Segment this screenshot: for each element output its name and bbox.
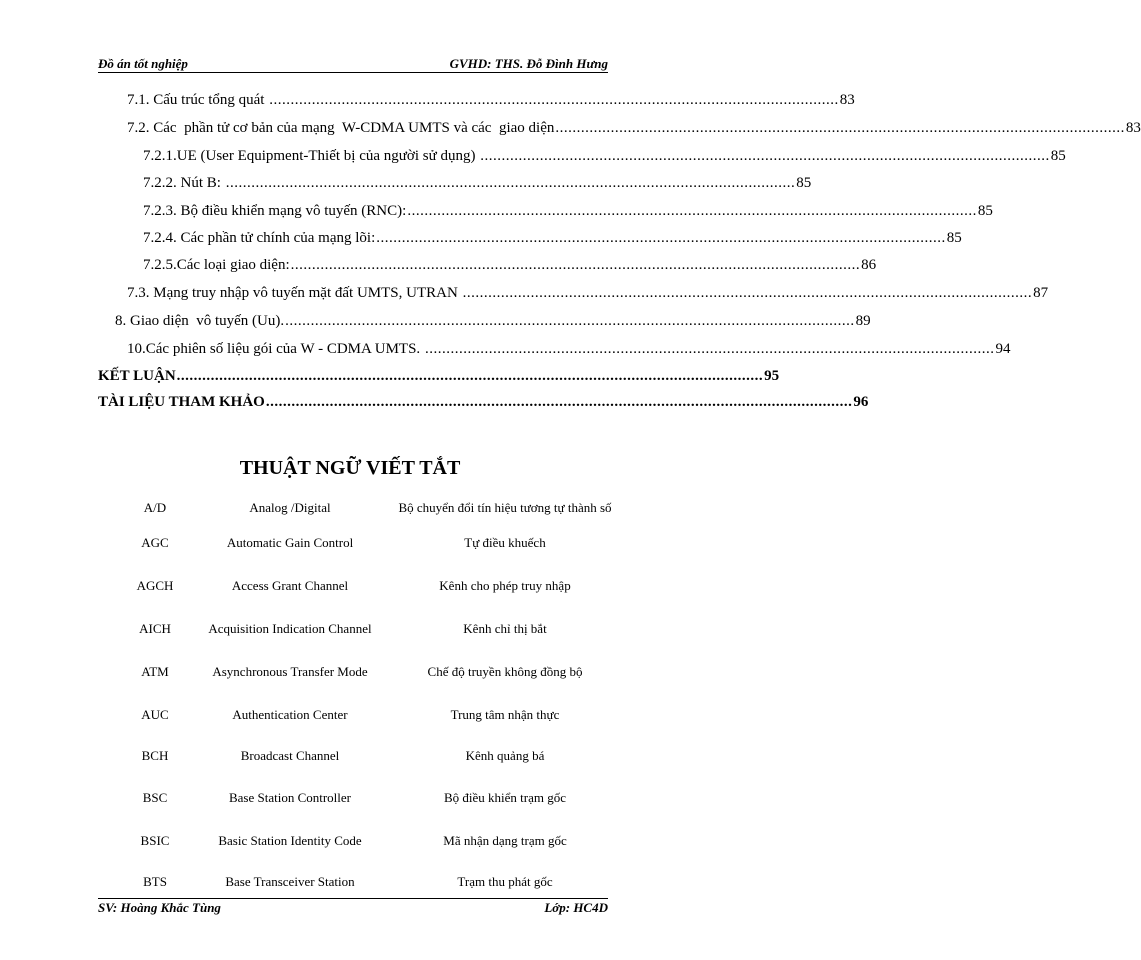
abbreviation-vietnamese: Bộ chuyển đổi tín hiệu tương tự thành số [398,500,612,515]
toc-entry[interactable] [127,120,1141,140]
abbreviation-english: Access Grant Channel [231,578,349,593]
toc-entry-label: 10.Các phiên số liệu gói của W - CDMA UMTS. [127,341,424,357]
abbreviation-row [0,707,700,727]
toc-entry[interactable] [143,203,993,223]
abbreviation-row [0,833,700,853]
abbreviation-vietnamese: Chế độ truyền không đồng bộ [427,664,583,679]
abbreviation-english: Asynchronous Transfer Mode [212,664,368,679]
toc-entry[interactable] [143,257,877,277]
abbreviation-row [0,664,700,684]
footer-divider [98,898,608,899]
abbreviation-vietnamese: Bộ điều khiển trạm gốc [443,790,567,805]
toc-leader: ...................................................................................................................................... [480,148,1050,164]
abbreviation-row [0,874,700,894]
page-footer [98,900,608,916]
toc-entry-label: 7.3. Mạng truy nhập vô tuyến mặt đất UMTS, UTRAN [127,285,462,301]
abbreviation-code: AUC [141,707,169,722]
toc-leader: ...................................................................................................................................... [285,313,855,329]
abbreviation-code: AGCH [136,578,174,593]
toc-leader: ...................................................................................................................................... [269,92,839,108]
toc-entry-label: 7.2.2. Nút B: [143,175,225,191]
toc-leader: ...................................................................................................................................... [225,175,796,191]
toc-leader: ...................................................................................................................................... [407,203,977,219]
abbreviation-row [0,748,700,768]
toc-entry-label: KẾT LUẬN [98,368,176,384]
toc-leader: ...................................................................................................................................... [462,285,1033,301]
toc-entry-label: 7.2.3. Bộ điều khiển mạng vô tuyến (RNC): [143,203,407,219]
abbreviation-english: Automatic Gain Control [226,535,354,550]
abbreviation-english: Authentication Center [232,707,348,722]
toc-entry-label: 7.2.1.UE (User Equipment-Thiết bị của người sử dụng) [143,148,480,164]
abbreviation-row [0,500,700,520]
toc-page-number: 85 [946,230,962,246]
abbreviation-row [0,578,700,598]
toc-page-number: 89 [855,313,871,329]
toc-entry[interactable] [127,285,1049,305]
toc-entry[interactable] [127,92,855,112]
toc-entry-label: 8. Giao diện vô tuyến (Uu). [115,313,285,329]
toc-entry[interactable] [143,230,962,250]
toc-entry[interactable] [98,368,780,388]
abbreviation-row [0,790,700,810]
page-header [98,56,608,72]
toc-leader: .......................................................................................................................................... [265,394,853,410]
abbreviation-row [0,535,700,555]
toc-entry[interactable] [127,341,1011,361]
toc-page-number: 96 [853,394,869,410]
abbreviation-code: BCH [141,748,169,763]
abbreviation-code: ATM [141,664,169,679]
abbreviation-code: AGC [141,535,169,550]
footer-class: Lớp: HC4D [544,900,608,915]
abbreviation-english: Base Station Controller [228,790,352,805]
toc-page-number: 85 [796,175,812,191]
toc-page-number: 85 [977,203,993,219]
toc-leader: ...................................................................................................................................... [290,257,861,273]
toc-entry-label: 7.2.5.Các loại giao diện: [143,257,290,273]
toc-entry-label: TÀI LIỆU THAM KHẢO [98,394,265,410]
toc-leader: ...................................................................................................................................... [376,230,946,246]
header-divider [98,72,608,73]
abbreviation-row [0,621,700,641]
abbreviation-code: BSIC [140,833,170,848]
abbreviation-english: Basic Station Identity Code [218,833,362,848]
toc-entry[interactable] [143,175,812,195]
abbreviation-vietnamese: Kênh quảng bá [465,748,545,763]
abbreviation-english: Broadcast Channel [240,748,340,763]
toc-entry-label: 7.2. Các phần tử cơ bản của mạng W-CDMA UMTS và các giao diện [127,120,555,136]
abbreviation-vietnamese: Mã nhận dạng trạm gốc [443,833,567,848]
abbreviation-vietnamese: Kênh cho phép truy nhập [439,578,571,593]
toc-leader: ...................................................................................................................................... [424,341,995,357]
abbreviation-vietnamese: Trung tâm nhận thực [450,707,560,722]
abbreviation-vietnamese: Kênh chỉ thị bắt [463,621,547,636]
abbreviation-english: Acquisition Indication Channel [208,621,372,636]
toc-page-number: 87 [1033,285,1049,301]
abbreviation-vietnamese: Trạm thu phát gốc [457,874,553,889]
abbreviation-code: A/D [143,500,167,515]
toc-page-number: 85 [1050,148,1066,164]
toc-page-number: 83 [839,92,855,108]
toc-page-number: 94 [995,341,1011,357]
toc-entry[interactable] [98,394,869,414]
abbreviation-english: Analog /Digital [249,500,331,515]
toc-entry[interactable] [143,148,1066,168]
toc-page-number: 95 [764,368,780,384]
toc-leader: .......................................................................................................................................... [176,368,764,384]
abbreviation-code: AICH [139,621,171,636]
abbreviation-code: BTS [143,874,167,889]
abbreviation-code: BSC [142,790,168,805]
footer-student: SV: Hoàng Khắc Tùng [98,900,221,915]
toc-entry-label: 7.1. Cấu trúc tổng quát [127,92,269,108]
abbreviation-english: Base Transceiver Station [225,874,355,889]
header-advisor: GVHD: THS. Đỗ Đình Hưng [449,56,608,71]
toc-entry[interactable] [115,313,871,333]
abbreviation-vietnamese: Tự điều khuếch [464,535,546,550]
toc-leader: ...................................................................................................................................... [555,120,1125,136]
header-thesis-label: Đồ án tốt nghiệp [98,56,188,71]
toc-entry-label: 7.2.4. Các phần tử chính của mạng lõi: [143,230,376,246]
toc-page-number: 83 [1125,120,1141,136]
toc-page-number: 86 [861,257,877,273]
abbreviations-title: THUẬT NGỮ VIẾT TẮT [239,457,461,479]
